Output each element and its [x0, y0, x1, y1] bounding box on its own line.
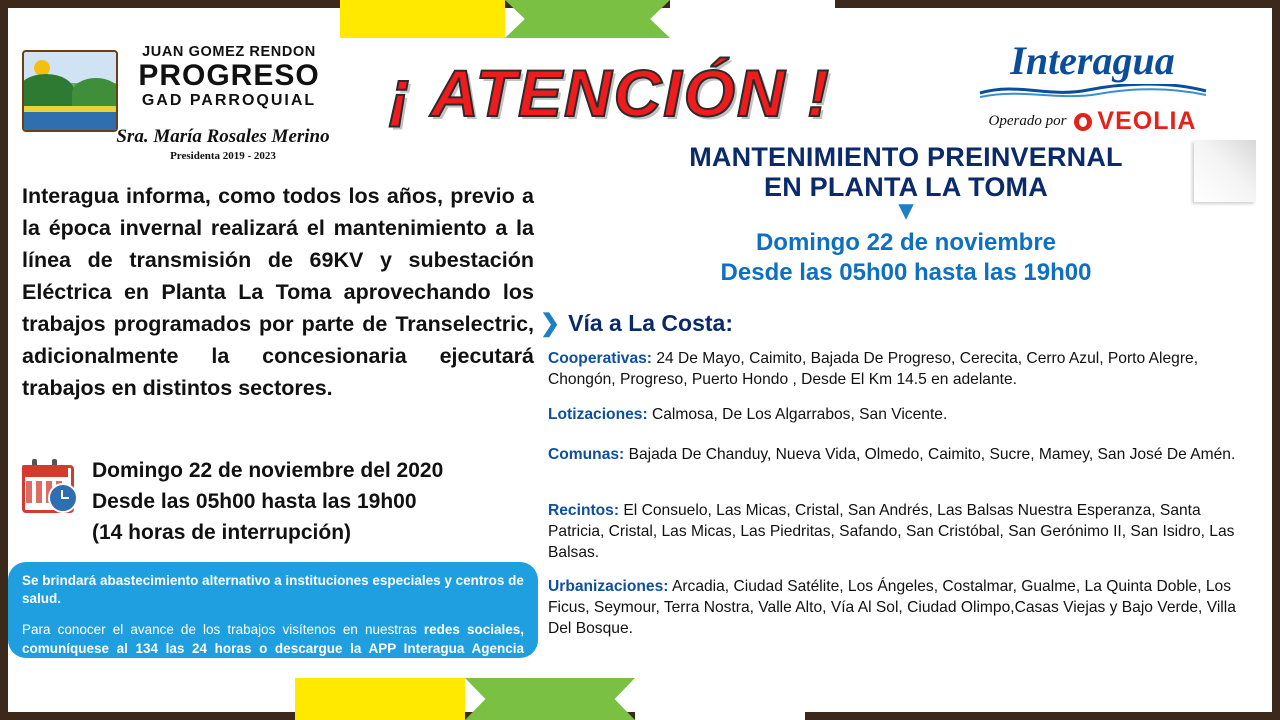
sector-label: Cooperativas: [548, 350, 652, 367]
zone-heading [540, 310, 733, 337]
schedule-duration: (14 horas de interrupción) [92, 521, 352, 544]
veolia-wordmark: VEOLIA [1097, 107, 1197, 135]
headline-atencion: ¡ ATENCIÓN ! [389, 56, 831, 130]
announcement-body-text: Interagua informa, como todos los años, previo a la época invernal realizará el mantenimiento a la línea de transmisión de 69KV y subestación Eléctrica en Planta La Toma aprovechando los trabajos programados por parte de Transelectric, adicionalmente la concesionaria ejecutará trabajos en distintos sectores. [22, 184, 534, 400]
flag-segment-green [465, 678, 635, 720]
notice-line-2-bold: redes sociales, comuníquese al 134 las 24 horas o descargue la APP Interagua Agencia Virtual. [22, 622, 524, 675]
notice-line-2-plain: Para conocer el avance de los trabajos visítenos en nuestras [22, 622, 424, 637]
notice-line-1: Se brindará abastecimiento alternativo a instituciones especiales y centros de salud. [22, 573, 524, 606]
schedule-lines [92, 455, 443, 548]
chevron-right-icon: ❯ [540, 309, 561, 337]
sector-group-cooperativas [548, 348, 1260, 390]
sector-items: Bajada De Chanduy, Nueva Vida, Olmedo, Caimito, Sucre, Mamey, San José De Amén. [628, 446, 1236, 463]
zone-heading-label: Vía a La Costa: [568, 310, 733, 336]
flag-segment-white [635, 678, 805, 720]
decorative-flag-top [340, 0, 835, 38]
gad-logo-text [122, 44, 336, 110]
operator-line [960, 107, 1225, 136]
clock-icon [48, 483, 78, 513]
parish-crest-icon [22, 50, 118, 132]
calendar-header-icon [22, 465, 68, 477]
frame-right-bar [1272, 0, 1280, 720]
maintenance-title-line2: EN PLANTA LA TOMA [764, 172, 1048, 202]
gad-president-name: Sra. María Rosales Merino [116, 126, 330, 147]
gad-logo-block [18, 42, 338, 167]
notice-line-2 [22, 620, 524, 677]
sector-items: Calmosa, De Los Algarrabos, San Vicente. [651, 406, 948, 423]
crest-water-icon [24, 112, 116, 130]
calendar-clock-icon [22, 459, 74, 511]
alternative-supply-notice [8, 562, 538, 675]
flag-segment-white [670, 0, 835, 38]
schedule-date: Domingo 22 de noviembre del 2020 [92, 459, 444, 482]
flag-segment-yellow [295, 678, 465, 720]
flag-segment-yellow [340, 0, 505, 38]
sector-items: 24 De Mayo, Caimito, Bajada De Progreso, Cerecita, Cerro Azul, Porto Alegre, Chongón, Progreso, Puerto Hondo , Desde El Km 14.5 en adelante. [548, 350, 1199, 388]
crest-hill-icon [22, 74, 74, 108]
interagua-wordmark: Interagua [1010, 38, 1175, 83]
operated-by-label: Operado por [988, 113, 1067, 129]
maintenance-title-line1: MANTENIMIENTO PREINVERNAL [689, 142, 1123, 172]
maintenance-title [556, 142, 1256, 202]
sector-group-comunas [548, 444, 1260, 465]
sector-label: Recintos: [548, 502, 620, 519]
chevron-down-icon: ▾ [898, 194, 914, 225]
frame-left-bar [0, 0, 8, 720]
sector-label: Comunas: [548, 446, 625, 463]
flag-segment-green [505, 0, 670, 38]
veolia-logo [1074, 107, 1196, 136]
sector-label: Lotizaciones: [548, 406, 648, 423]
sector-items: El Consuelo, Las Micas, Cristal, San Andrés, Las Balsas Nuestra Esperanza, Santa Patricia, Cristal, Las Micas, Las Piedritas, Safando, San Cristóbal, San Gerónimo II, San Isidro, Las Balsas. [548, 502, 1235, 561]
interagua-logo-block [960, 40, 1225, 136]
gad-president-period: Presidenta 2019 - 2023 [170, 150, 276, 162]
sector-group-recintos [548, 500, 1260, 563]
schedule-hours: Desde las 05h00 hasta las 19h00 [92, 490, 417, 513]
maintenance-date-line1: Domingo 22 de noviembre [755, 229, 1057, 256]
sector-group-lotizaciones [548, 404, 1260, 425]
interagua-wave-icon [978, 84, 1208, 98]
schedule-block [22, 455, 532, 548]
crest-hill-secondary-icon [72, 78, 118, 108]
veolia-drop-icon [1074, 113, 1092, 131]
gad-line3: GAD PARROQUIAL [141, 92, 317, 109]
sector-group-urbanizaciones [548, 576, 1260, 639]
maintenance-date-line2: Desde las 05h00 hasta las 19h00 [720, 259, 1092, 286]
sector-items: Arcadia, Ciudad Satélite, Los Ángeles, Costalmar, Gualme, La Quinta Doble, Los Ficus, Seymour, Terra Nostra, Valle Alto, Vía Al Sol, Ciudad Olimpo,Casas Viejas y Bajo Verde, Villa Del Bosque. [548, 578, 1236, 637]
gad-line2: PROGRESO [138, 59, 320, 92]
decorative-flag-bottom [295, 678, 805, 720]
maintenance-date-block [556, 228, 1256, 288]
sector-label: Urbanizaciones: [548, 578, 669, 595]
gad-line1: JUAN GOMEZ RENDON [142, 44, 316, 60]
